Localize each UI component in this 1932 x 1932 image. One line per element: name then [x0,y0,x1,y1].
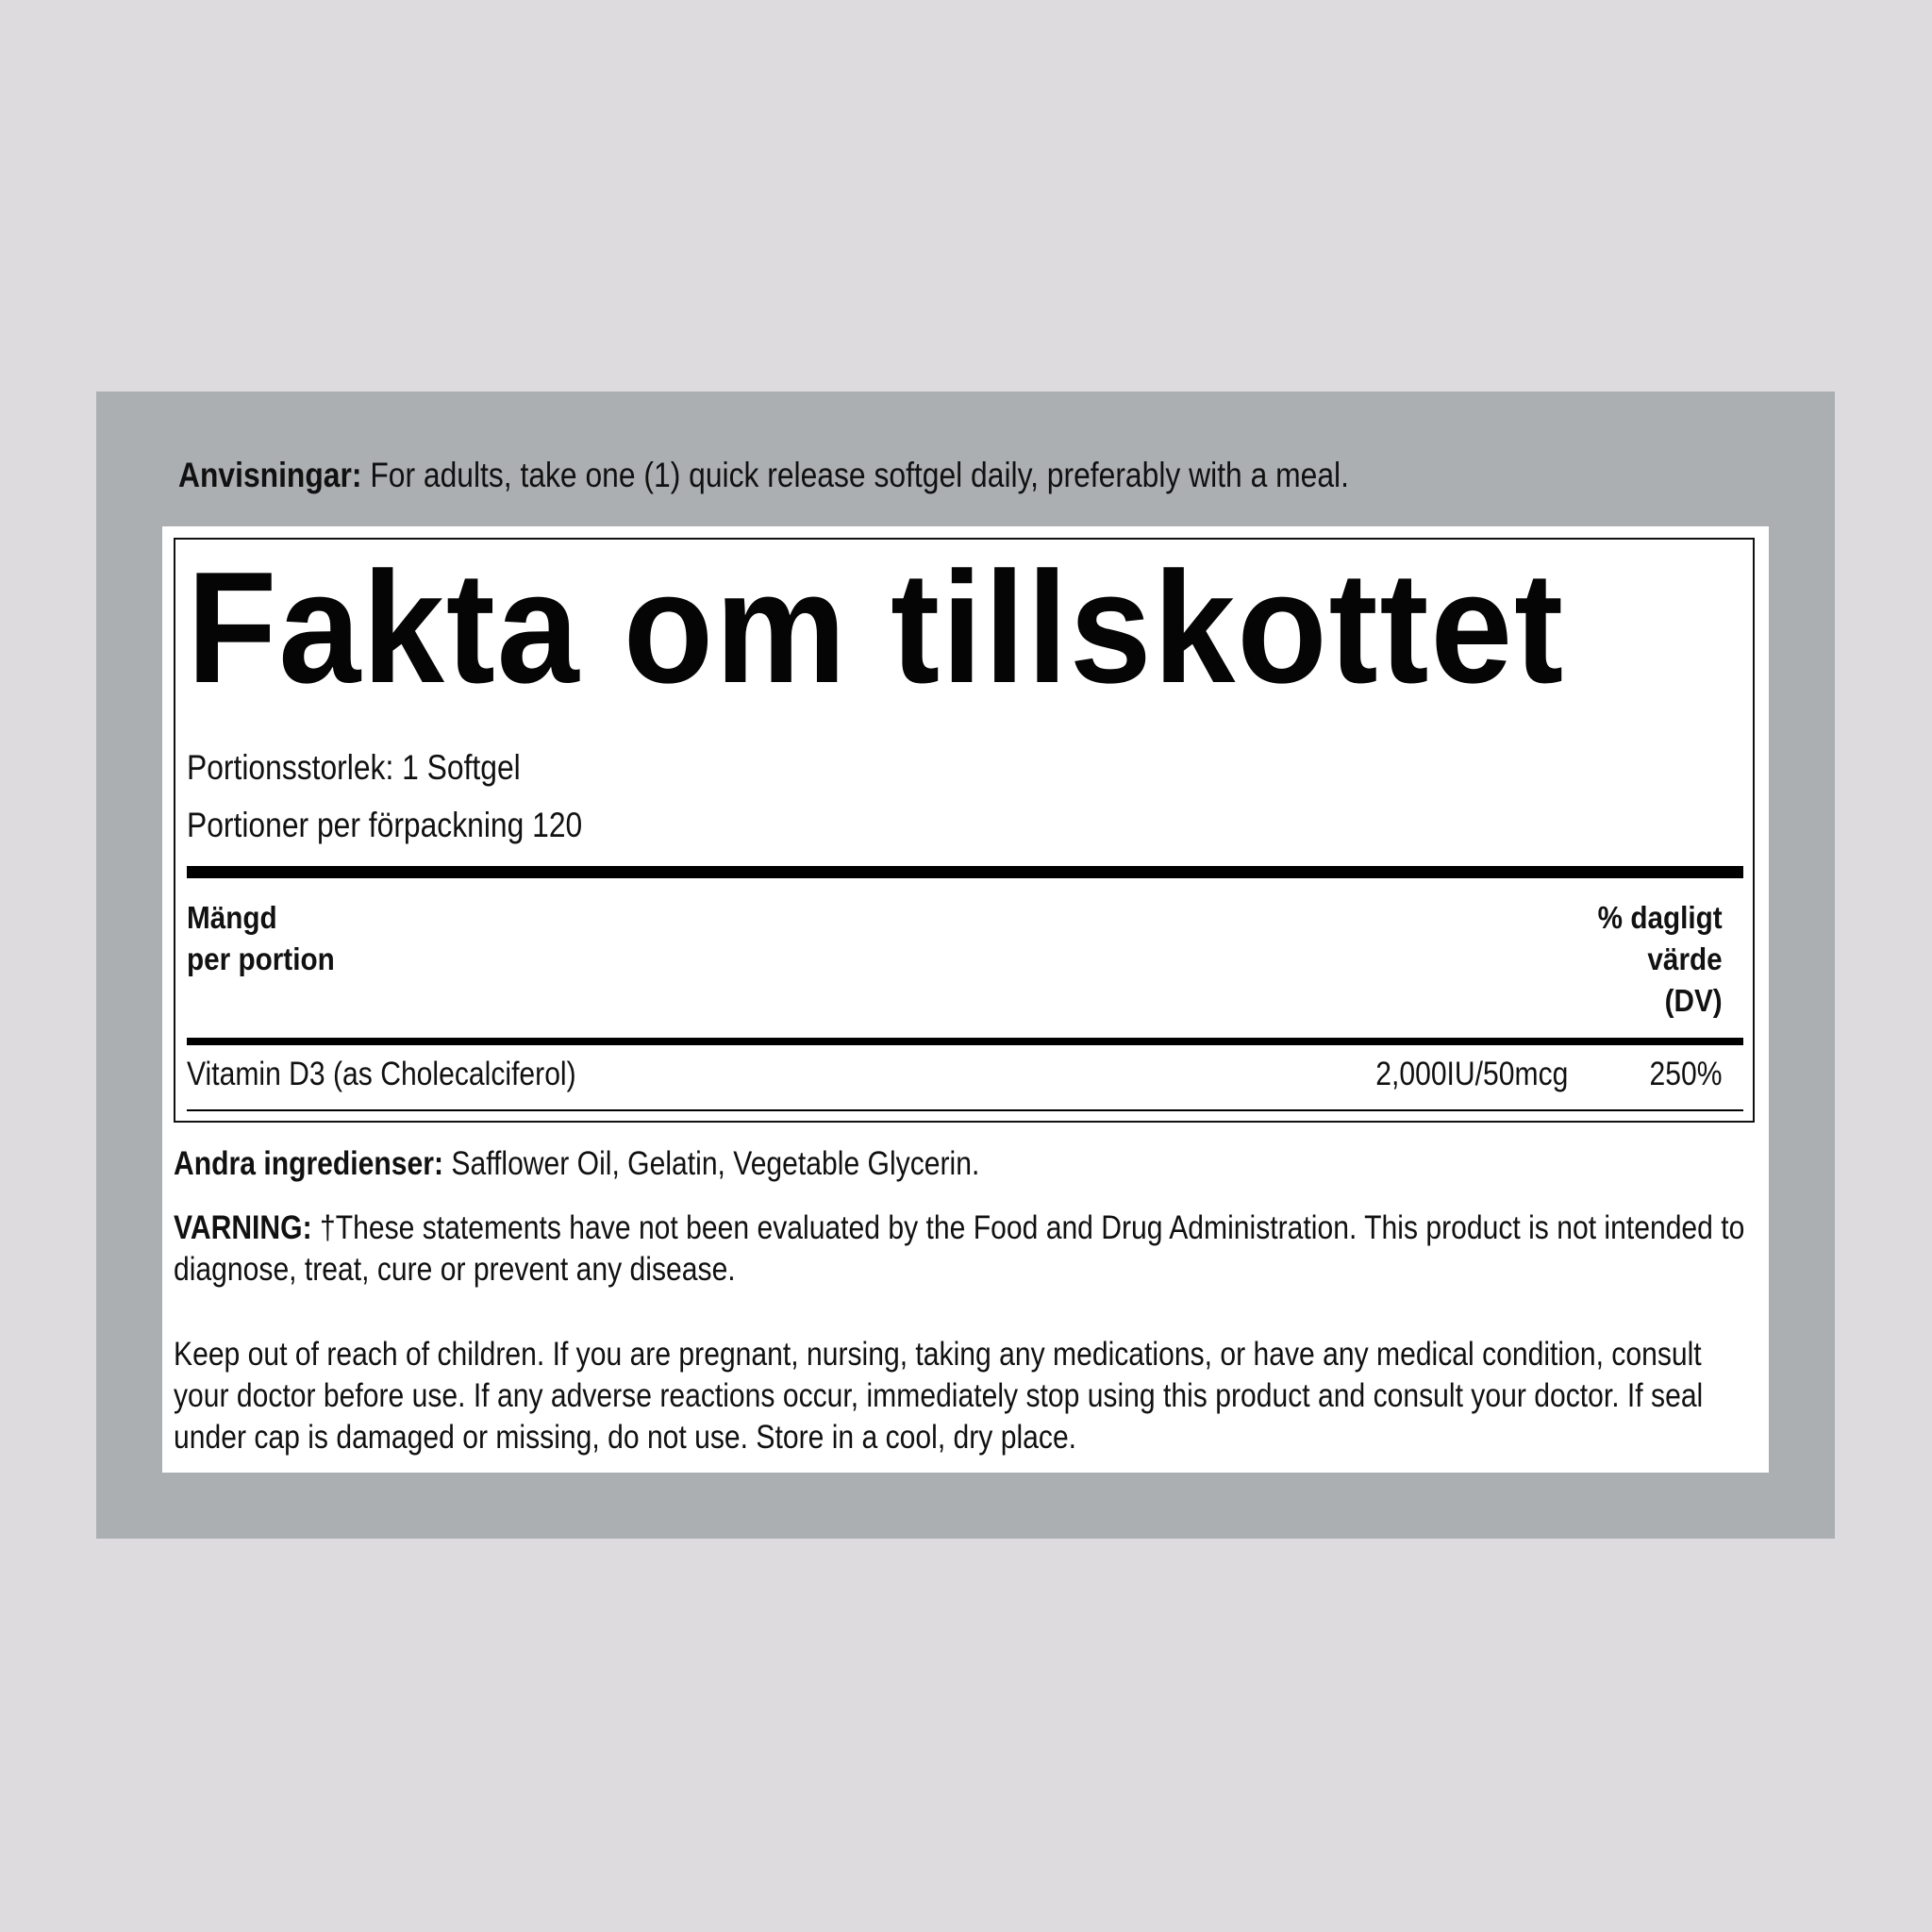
dv-header-line2: värde [1647,941,1723,976]
directions-label: Anvisningar: [178,456,362,494]
caution-paragraph: Keep out of reach of children. If you are pregnant, nursing, taking any medications, or have any medical condition, consult your doctor before use. If any adverse reactions occur, immediately stop using this product and consult your doctor. If seal under cap is damaged or missing, do not use. Store in a cool, dry place. [174,1336,1704,1456]
warning-text: †These statements have not been evaluated by the Food and Drug Administration. This product is not intended to diagnose, treat, cure or prevent any disease. [174,1209,1745,1288]
directions-body: For adults, take one (1) quick release softgel daily, preferably with a meal. [361,456,1349,494]
amount-per-serving-header [187,897,335,980]
dv-header-line3: (DV) [1664,983,1723,1018]
serving-size: Portionsstorlek: 1 Softgel [187,748,521,787]
other-ingredients-text: Safflower Oil, Gelatin, Vegetable Glycerin. [443,1145,980,1182]
dv-header-line1: % dagligt [1597,900,1723,935]
directions-text [178,451,1349,500]
thick-divider [187,866,1743,878]
nutrient-name: Vitamin D3 (as Cholecalciferol) [187,1056,576,1092]
amount-header-line1: Mängd [187,900,277,935]
daily-value-header [1598,897,1723,1022]
supplement-facts-title: Fakta om tillskottet [187,539,1565,716]
medium-divider [187,1038,1743,1045]
thin-divider [187,1109,1743,1111]
other-ingredients-label: Andra ingredienser: [174,1145,444,1182]
servings-per-container: Portioner per förpackning 120 [187,806,583,844]
warning-paragraph [174,1208,1747,1291]
other-ingredients [174,1143,1747,1185]
amount-header-line2: per portion [187,941,335,976]
nutrient-amount: 2,000IU/50mcg [1374,1056,1568,1092]
warning-label: VARNING: [174,1209,312,1246]
nutrient-daily-value: 250% [1650,1056,1723,1092]
